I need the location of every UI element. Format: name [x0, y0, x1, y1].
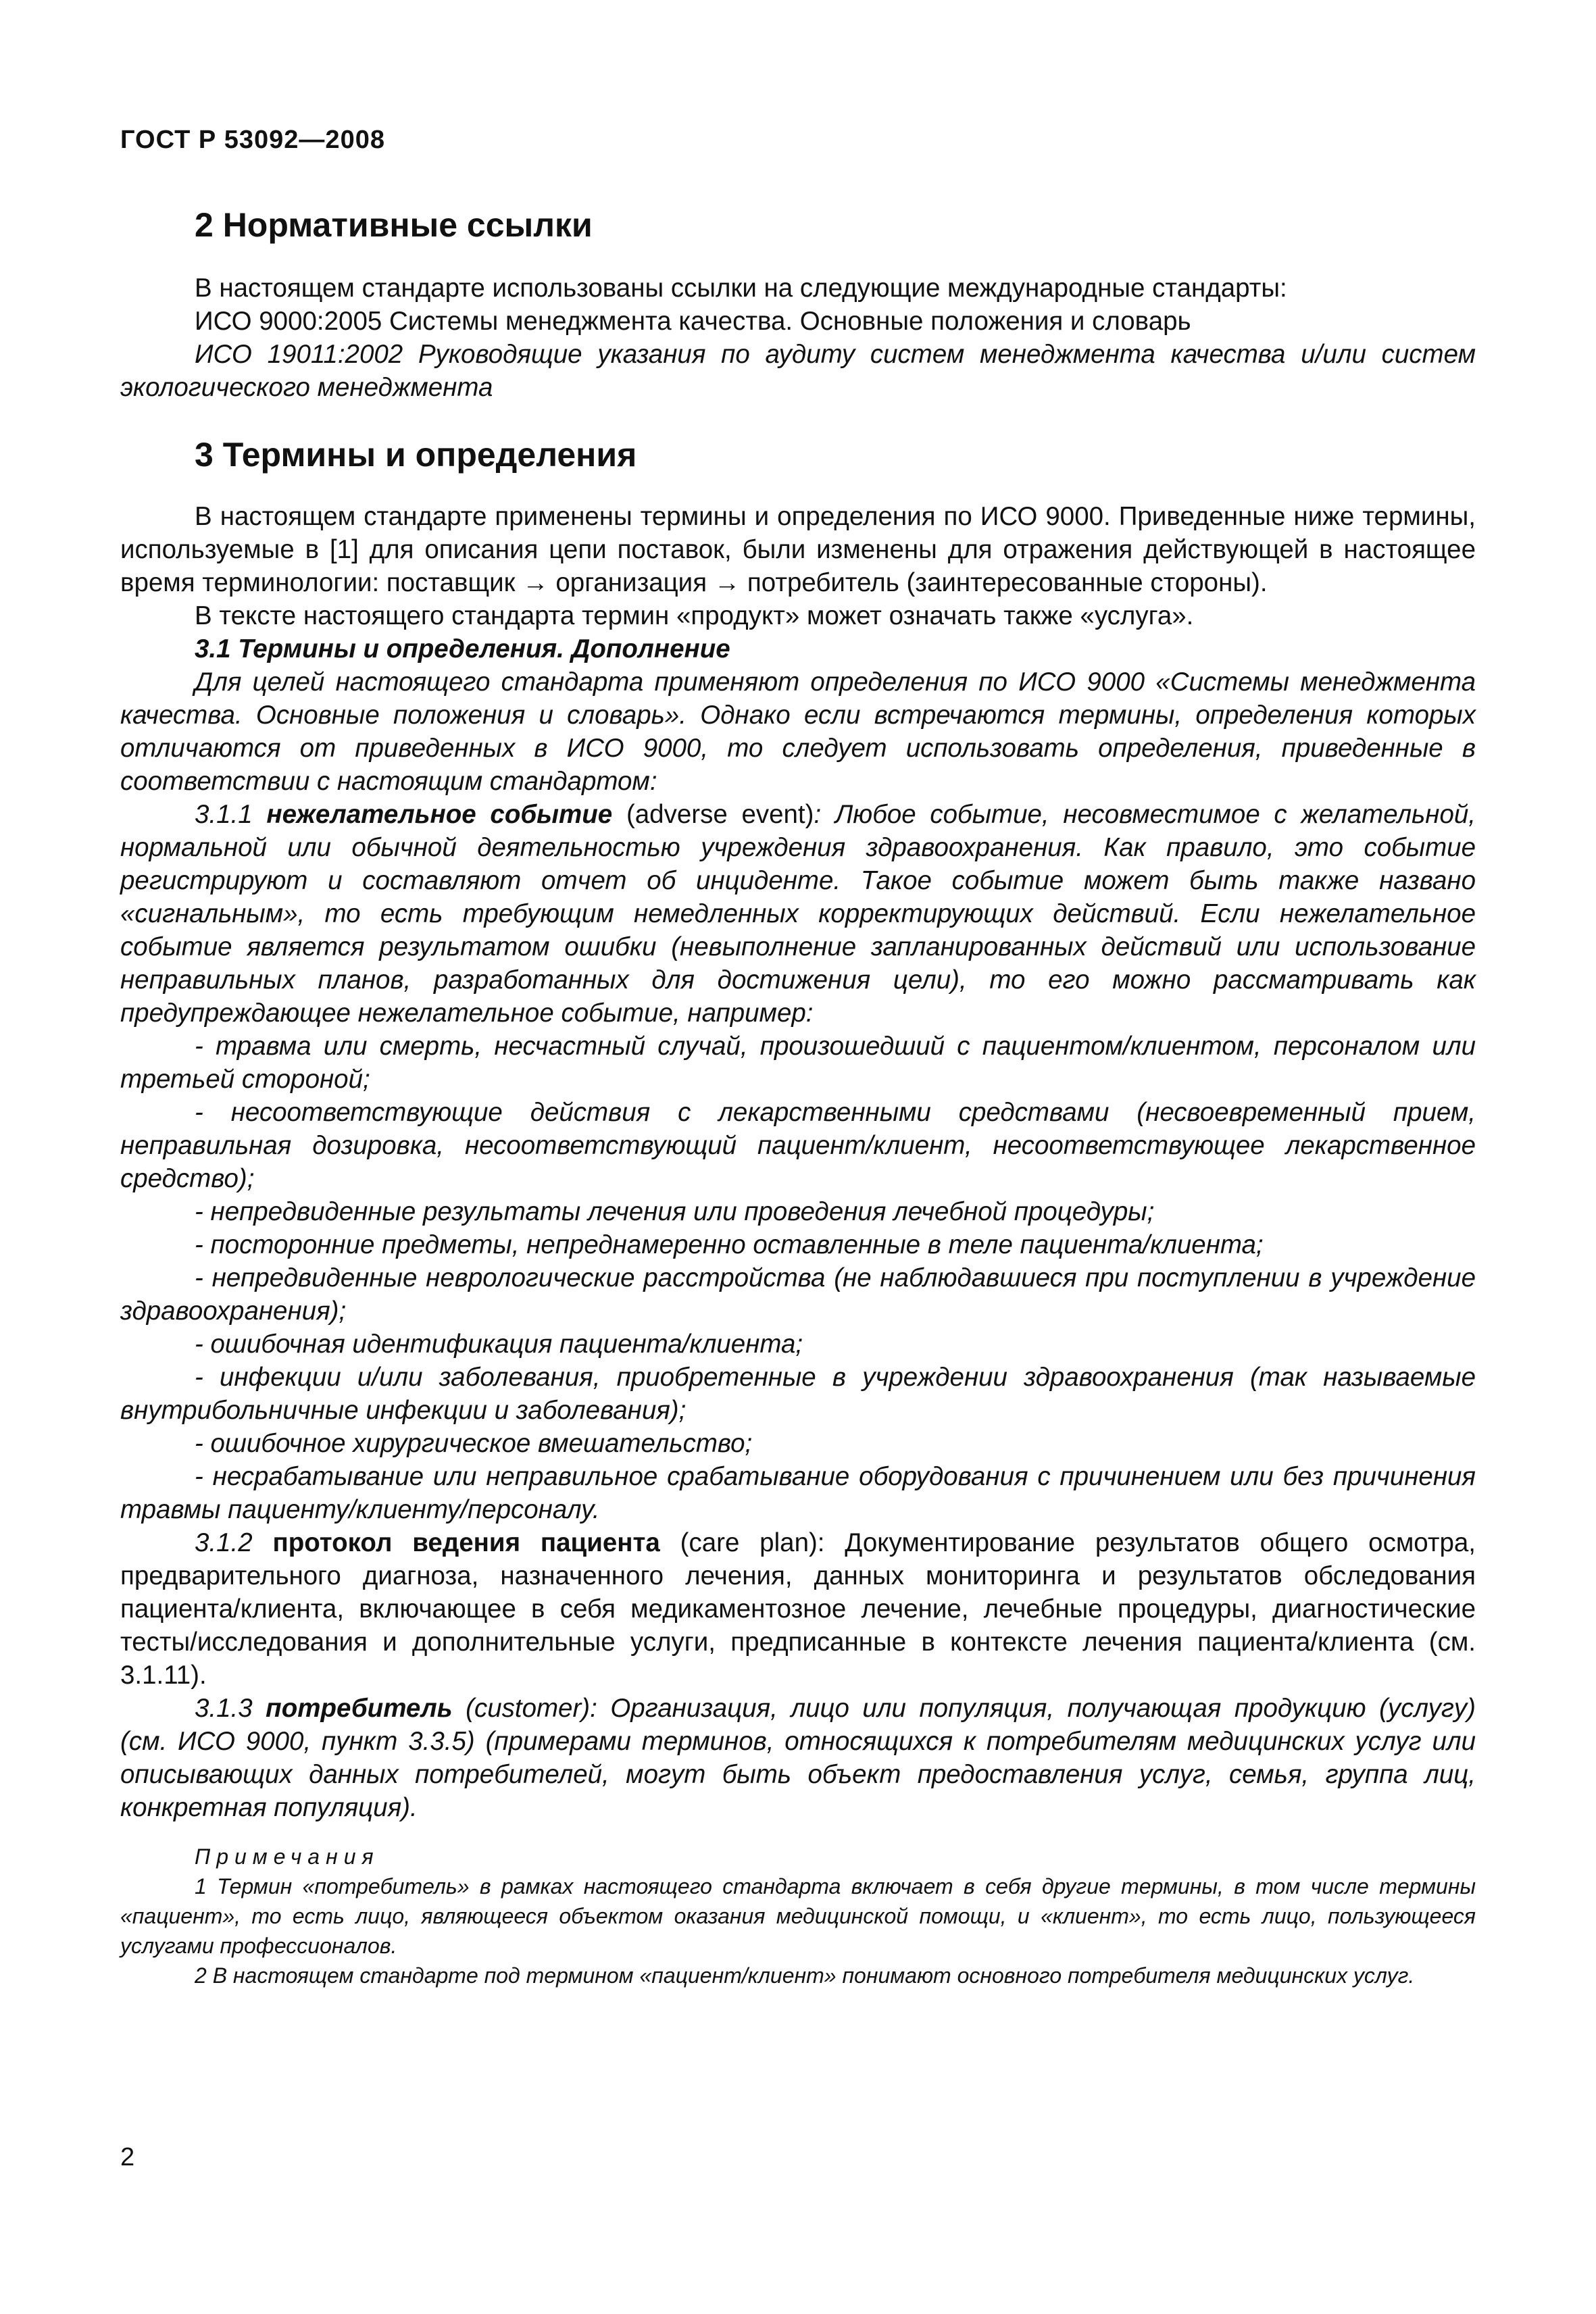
section-2-intro: В настоящем стандарте использованы ссылки на следующие международные стандарты:	[195, 274, 1287, 303]
list-item: - ошибочная идентификация пациента/клиента;	[195, 1330, 803, 1359]
term-3-1-3	[120, 1692, 1476, 1824]
subsection-3-1-title: 3.1 Термины и определения. Дополнение	[195, 634, 730, 663]
term-name: нежелательное событие	[266, 800, 613, 829]
term-number: 3.1.2	[195, 1528, 253, 1557]
reference-iso-19011: ИСО 19011:2002 Руководящие указания по аудиту систем менеджмента качества и/или систем экологического менеджмента	[120, 340, 1476, 402]
list-item: - посторонние предметы, непреднамеренно оставленные в теле пациента/клиента;	[195, 1230, 1264, 1259]
page-number: 2	[120, 2143, 135, 2171]
list-item: - несоответствующие действия с лекарственными средствами (несвоевременный прием, неправильная дозировка, несоответствующий пациент/клиент, несоответствующее лекарственное средство);	[120, 1098, 1476, 1193]
term-number: 3.1.3	[195, 1694, 253, 1723]
list-item: - непредвиденные неврологические расстройства (не наблюдавшиеся при поступлении в учреждение здравоохранения);	[120, 1263, 1476, 1326]
list-item: - травма или смерть, несчастный случай, произошедший с пациентом/клиентом, персоналом или третьей стороной;	[120, 1032, 1476, 1094]
list-item: - непредвиденные результаты лечения или проведения лечебной процедуры;	[195, 1197, 1155, 1226]
list-item: - инфекции и/или заболевания, приобретенные в учреждении здравоохранения (так называемые внутрибольничные инфекции и заболевания);	[120, 1363, 1476, 1425]
term-number: 3.1.1	[195, 800, 253, 829]
note-1: 1 Термин «потребитель» в рамках настоящего стандарта включает в себя другие термины, в том числе термины «пациент», то есть лицо, являющееся объектом оказания медицинской помощи, и «клиент», то есть лицо, пользующееся услугами профессионалов.	[120, 1874, 1476, 1958]
term-definition: : Организация, лицо или популяция, получающая продукцию (услугу) (см. ИСО 9000, пункт 3.3.5) (примерами терминов, относящихся к потребителям медицинских услуг или описывающих данных потребителей, могут быть объект предоставления услуг, семья, группа лиц, конкретная популяция).	[120, 1694, 1476, 1822]
reference-iso-9000: ИСО 9000:2005 Системы менеджмента качества. Основные положения и словарь	[195, 307, 1191, 336]
list-item: - несрабатывание или неправильное срабатывание оборудования с причинением или без причинения травмы пациенту/клиенту/персоналу.	[120, 1462, 1476, 1524]
subsection-3-1-intro: Для целей настоящего стандарта применяют определения по ИСО 9000 «Системы менеджмента качества. Основные положения и словарь». Однако если встречаются термины, определения которых отличаются от приведенных в ИСО 9000, то следует использовать определения, приведенные в соответствии с настоящим стандартом:	[120, 668, 1476, 796]
section-3-paragraph-1: В настоящем стандарте применены термины и определения по ИСО 9000. Приведенные ниже термины, используемые в [1] для описания цепи поставок, были изменены для отражения действующей в настоящее время терминологии: поставщик → организация → потребитель (заинтересованные стороны).	[120, 502, 1476, 597]
list-item: - ошибочное хирургическое вмешательство;	[195, 1429, 753, 1458]
document-body	[120, 203, 1476, 1990]
section-2-title: 2 Нормативные ссылки	[195, 206, 593, 244]
term-3-1-1	[120, 798, 1476, 1030]
term-definition: : Документирование результатов общего осмотра, предварительного диагноза, назначенного лечения, данных мониторинга и результатов обследования пациента/клиента, включающее в себя медикаментозное лечение, лечебные процедуры, диагностические тесты/исследования и дополнительные услуги, предписанные в контексте лечения пациента/клиента (см. 3.1.11).	[120, 1528, 1476, 1690]
term-english: (care plan)	[680, 1528, 818, 1557]
note-2: 2 В настоящем стандарте под термином «пациент/клиент» понимают основного потребителя медицинских услуг.	[195, 1963, 1415, 1988]
notes-title: Примечания	[195, 1844, 380, 1869]
document-header: ГОСТ Р 53092—2008	[120, 126, 385, 154]
term-definition: : Любое событие, несовместимое с желательной, нормальной или обычной деятельностью учреждения здравоохранения. Как правило, это событие регистрируют и составляют отчет об инциденте. Такое событие может быть также названо «сигнальным», то есть требующим немедленных корректирующих действий. Если нежелательное событие является результатом ошибки (невыполнение запланированных действий или использование неправильных планов, разработанных для достижения цели), то его можно рассматривать как предупреждающее нежелательное событие, например:	[120, 800, 1476, 1028]
notes-block	[120, 1842, 1476, 1990]
term-name: протокол ведения пациента	[272, 1528, 660, 1557]
section-3-paragraph-2: В тексте настоящего стандарта термин «продукт» может означать также «услуга».	[195, 601, 1194, 630]
term-name: потребитель	[266, 1694, 453, 1723]
term-3-1-2	[120, 1526, 1476, 1692]
section-3-title: 3 Термины и определения	[195, 436, 637, 474]
term-english: (adverse event)	[626, 800, 814, 829]
term-english: (customer)	[466, 1694, 591, 1723]
